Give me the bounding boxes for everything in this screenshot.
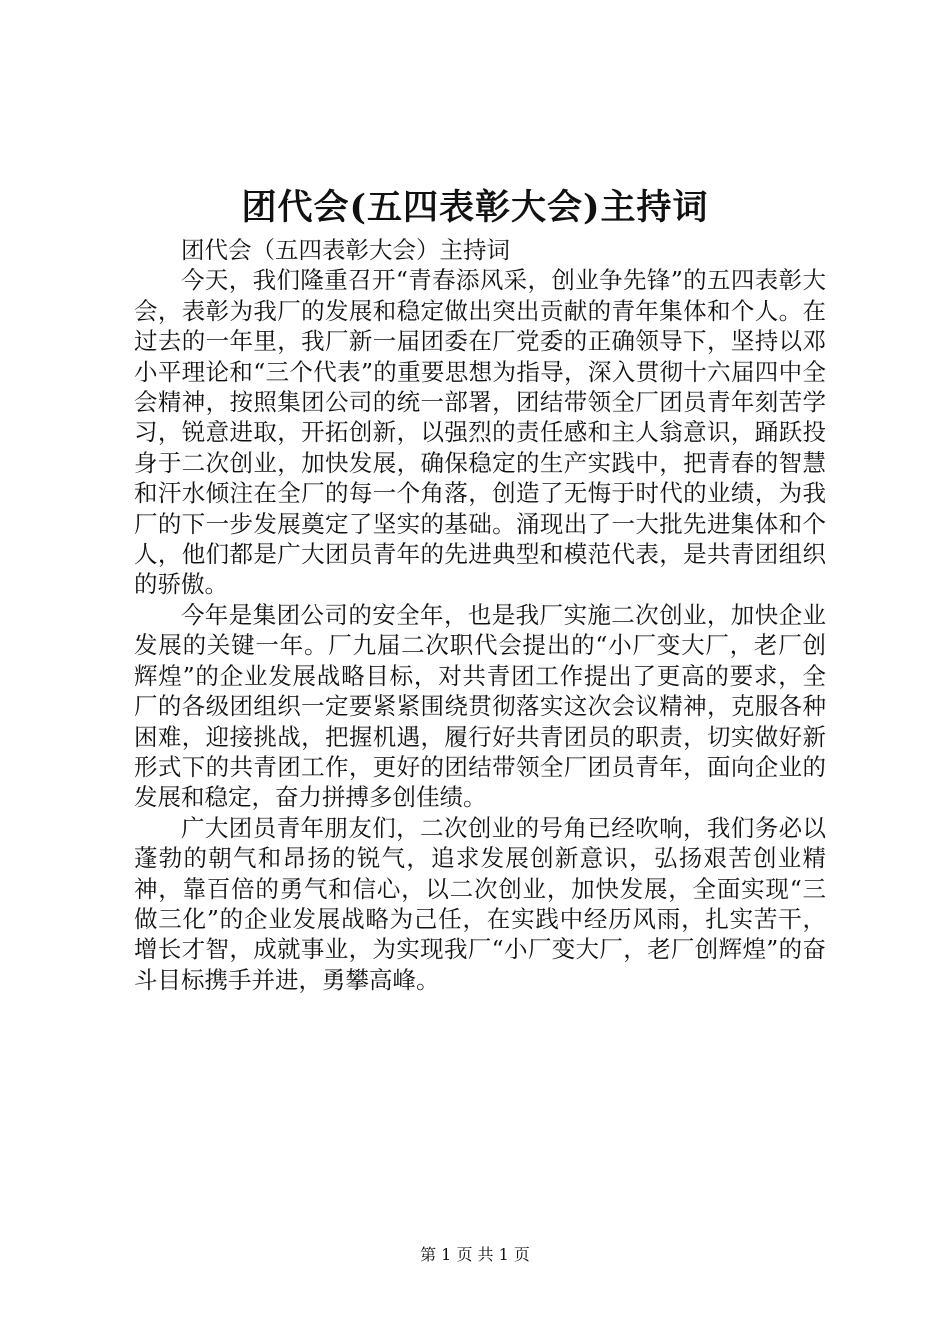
document-subtitle: 团代会（五四表彰大会）主持词	[181, 236, 510, 264]
paragraph-1: 今天，我们隆重召开“青春添风采，创业争先锋”的五四表彰大会，表彰为我厂的发展和稳定做出突出贡献的青年集体和个人。在过去的一年里，我厂新一届团委在厂党委的正确领导下，坚持以邓小平理论和“三个代表”的重要思想为指导，深入贯彻十六届四中全会精神，按照集团公司的统一部署，团结带领全厂团员青年刻苦学习，锐意进取，开拓创新，以强烈的责任感和主人翁意识，踊跃投身于二次创业，加快发展，确保稳定的生产实践中，把青春的智慧和汗水倾注在全厂的每一个角落，创造了无悔于时代的业绩，为我厂的下一步发展奠定了坚实的基础。涌现出了一大批先进集体和个人，他们都是广大团员青年的先进典型和模范代表，是共青团组织的骄傲。	[134, 266, 826, 599]
paragraph-2: 今年是集团公司的安全年，也是我厂实施二次创业，加快企业发展的关键一年。厂九届二次职代会提出的“小厂变大厂，老厂创辉煌”的企业发展战略目标，对共青团工作提出了更高的要求，全厂的各级团组织一定要紧紧围绕贯彻落实这次会议精神，克服各种困难，迎接挑战，把握机遇，履行好共青团员的职责，切实做好新形式下的共青团工作，更好的团结带领全厂团员青年，面向企业的发展和稳定，奋力拼搏多创佳绩。	[134, 600, 826, 812]
document-body	[134, 235, 826, 995]
page-footer: 第 1 页 共 1 页	[420, 1245, 530, 1264]
paragraph-3: 广大团员青年朋友们，二次创业的号角已经吹响，我们务必以蓬勃的朝气和昂扬的锐气，追求发展创新意识，弘扬艰苦创业精神，靠百倍的勇气和信心，以二次创业，加快发展，全面实现“三做三化”的企业发展战略为己任，在实践中经历风雨，扎实苦干，增长才智，成就事业，为实现我厂“小厂变大厂，老厂创辉煌”的奋斗目标携手并进，勇攀高峰。	[134, 813, 826, 994]
document-title: 团代会(五四表彰大会)主持词	[241, 187, 709, 228]
